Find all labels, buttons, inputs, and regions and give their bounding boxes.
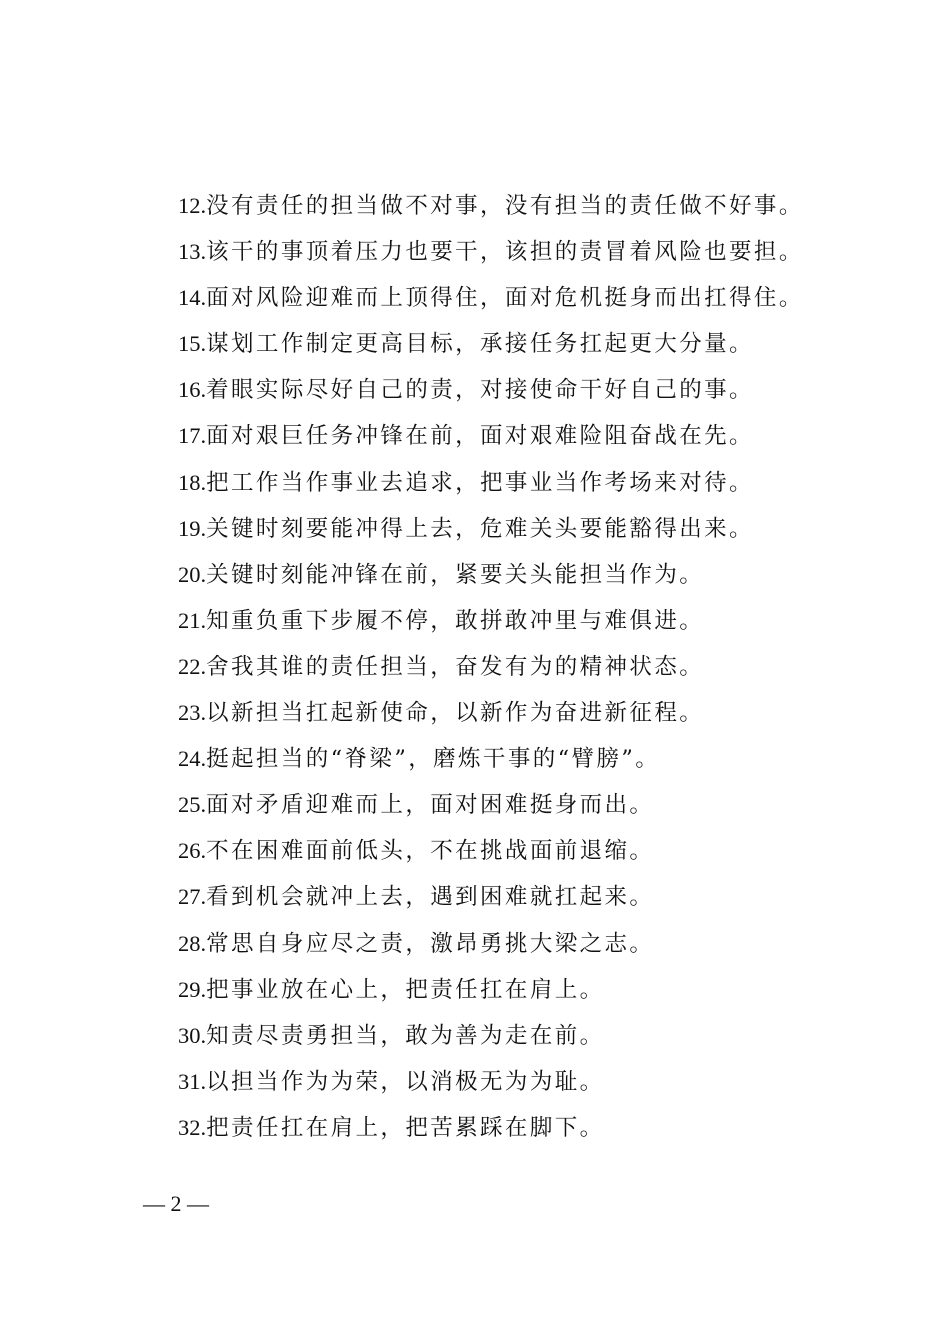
list-item	[178, 736, 878, 782]
list-item	[178, 828, 878, 874]
list-item	[178, 321, 878, 367]
item-number: 22.	[178, 653, 207, 679]
list-item	[178, 460, 878, 506]
item-number: 25.	[178, 792, 207, 818]
list-item	[178, 598, 878, 644]
item-number: 31.	[178, 1068, 207, 1094]
item-text: 把工作当作事业去追求，把事业当作考场来对待。	[206, 469, 754, 496]
list-item	[178, 552, 878, 598]
item-number: 13.	[178, 239, 207, 265]
item-text: 面对艰巨任务冲锋在前，面对艰难险阻奋战在先。	[206, 423, 754, 450]
item-text: 舍我其谁的责任担当，奋发有为的精神状态。	[206, 653, 705, 680]
item-text: 该干的事顶着压力也要干，该担的责冒着风险也要担。	[206, 239, 804, 266]
list-item	[178, 506, 878, 552]
item-number: 28.	[178, 930, 207, 956]
item-text: 把事业放在心上，把责任扛在肩上。	[206, 976, 605, 1003]
item-number: 21.	[178, 607, 207, 633]
item-text: 没有责任的担当做不对事，没有担当的责任做不好事。	[206, 193, 804, 219]
item-number: 17.	[178, 423, 207, 449]
item-text: 常思自身应尽之责，激昂勇挑大梁之志。	[206, 930, 655, 957]
list-item	[178, 967, 878, 1013]
item-number: 29.	[178, 976, 207, 1002]
list-item	[178, 921, 878, 967]
item-text: 知重负重下步履不停，敢拼敢冲里与难俱进。	[206, 607, 705, 634]
list-item	[178, 275, 878, 321]
list-item	[178, 229, 878, 275]
item-text: 面对矛盾迎难而上，面对困难挺身而出。	[206, 792, 655, 819]
item-number: 30.	[178, 1022, 207, 1048]
item-text: 不在困难面前低头，不在挑战面前退缩。	[206, 838, 655, 865]
list-item	[178, 183, 878, 229]
item-number: 16.	[178, 377, 207, 403]
item-text: 关键时刻能冲锋在前，紧要关头能担当作为。	[206, 561, 705, 588]
item-number: 32.	[178, 1114, 207, 1140]
item-number: 18.	[178, 469, 207, 495]
slogan-list	[178, 183, 878, 1151]
list-item	[178, 690, 878, 736]
list-item	[178, 644, 878, 690]
item-number: 19.	[178, 515, 207, 541]
list-item	[178, 782, 878, 828]
item-text: 知责尽责勇担当，敢为善为走在前。	[206, 1022, 605, 1049]
item-number: 26.	[178, 838, 207, 864]
item-number: 15.	[178, 331, 207, 357]
item-text: 看到机会就冲上去，遇到困难就扛起来。	[206, 884, 655, 911]
item-text: 面对风险迎难而上顶得住，面对危机挺身而出扛得住。	[206, 285, 804, 312]
item-number: 24.	[178, 746, 207, 772]
item-number: 27.	[178, 884, 207, 910]
item-text: 以担当作为为荣，以消极无为为耻。	[206, 1068, 605, 1095]
item-text: 挺起担当的“脊梁”，磨炼干事的“臂膀”。	[206, 746, 661, 773]
list-item	[178, 367, 878, 413]
list-item	[178, 1105, 878, 1151]
item-number: 14.	[178, 285, 207, 311]
item-text: 关键时刻要能冲得上去，危难关头要能豁得出来。	[206, 515, 754, 542]
list-item	[178, 413, 878, 459]
list-item	[178, 1013, 878, 1059]
item-text: 谋划工作制定更高目标，承接任务扛起更大分量。	[206, 331, 754, 358]
item-number: 12.	[178, 193, 207, 218]
item-number: 20.	[178, 561, 207, 587]
item-text: 把责任扛在肩上，把苦累踩在脚下。	[206, 1114, 605, 1141]
item-text: 以新担当扛起新使命，以新作为奋进新征程。	[206, 700, 705, 727]
item-text: 着眼实际尽好自己的责，对接使命干好自己的事。	[206, 377, 754, 404]
item-number: 23.	[178, 700, 207, 726]
list-item	[178, 1059, 878, 1105]
list-item	[178, 874, 878, 920]
page-number: — 2 —	[143, 1191, 209, 1216]
